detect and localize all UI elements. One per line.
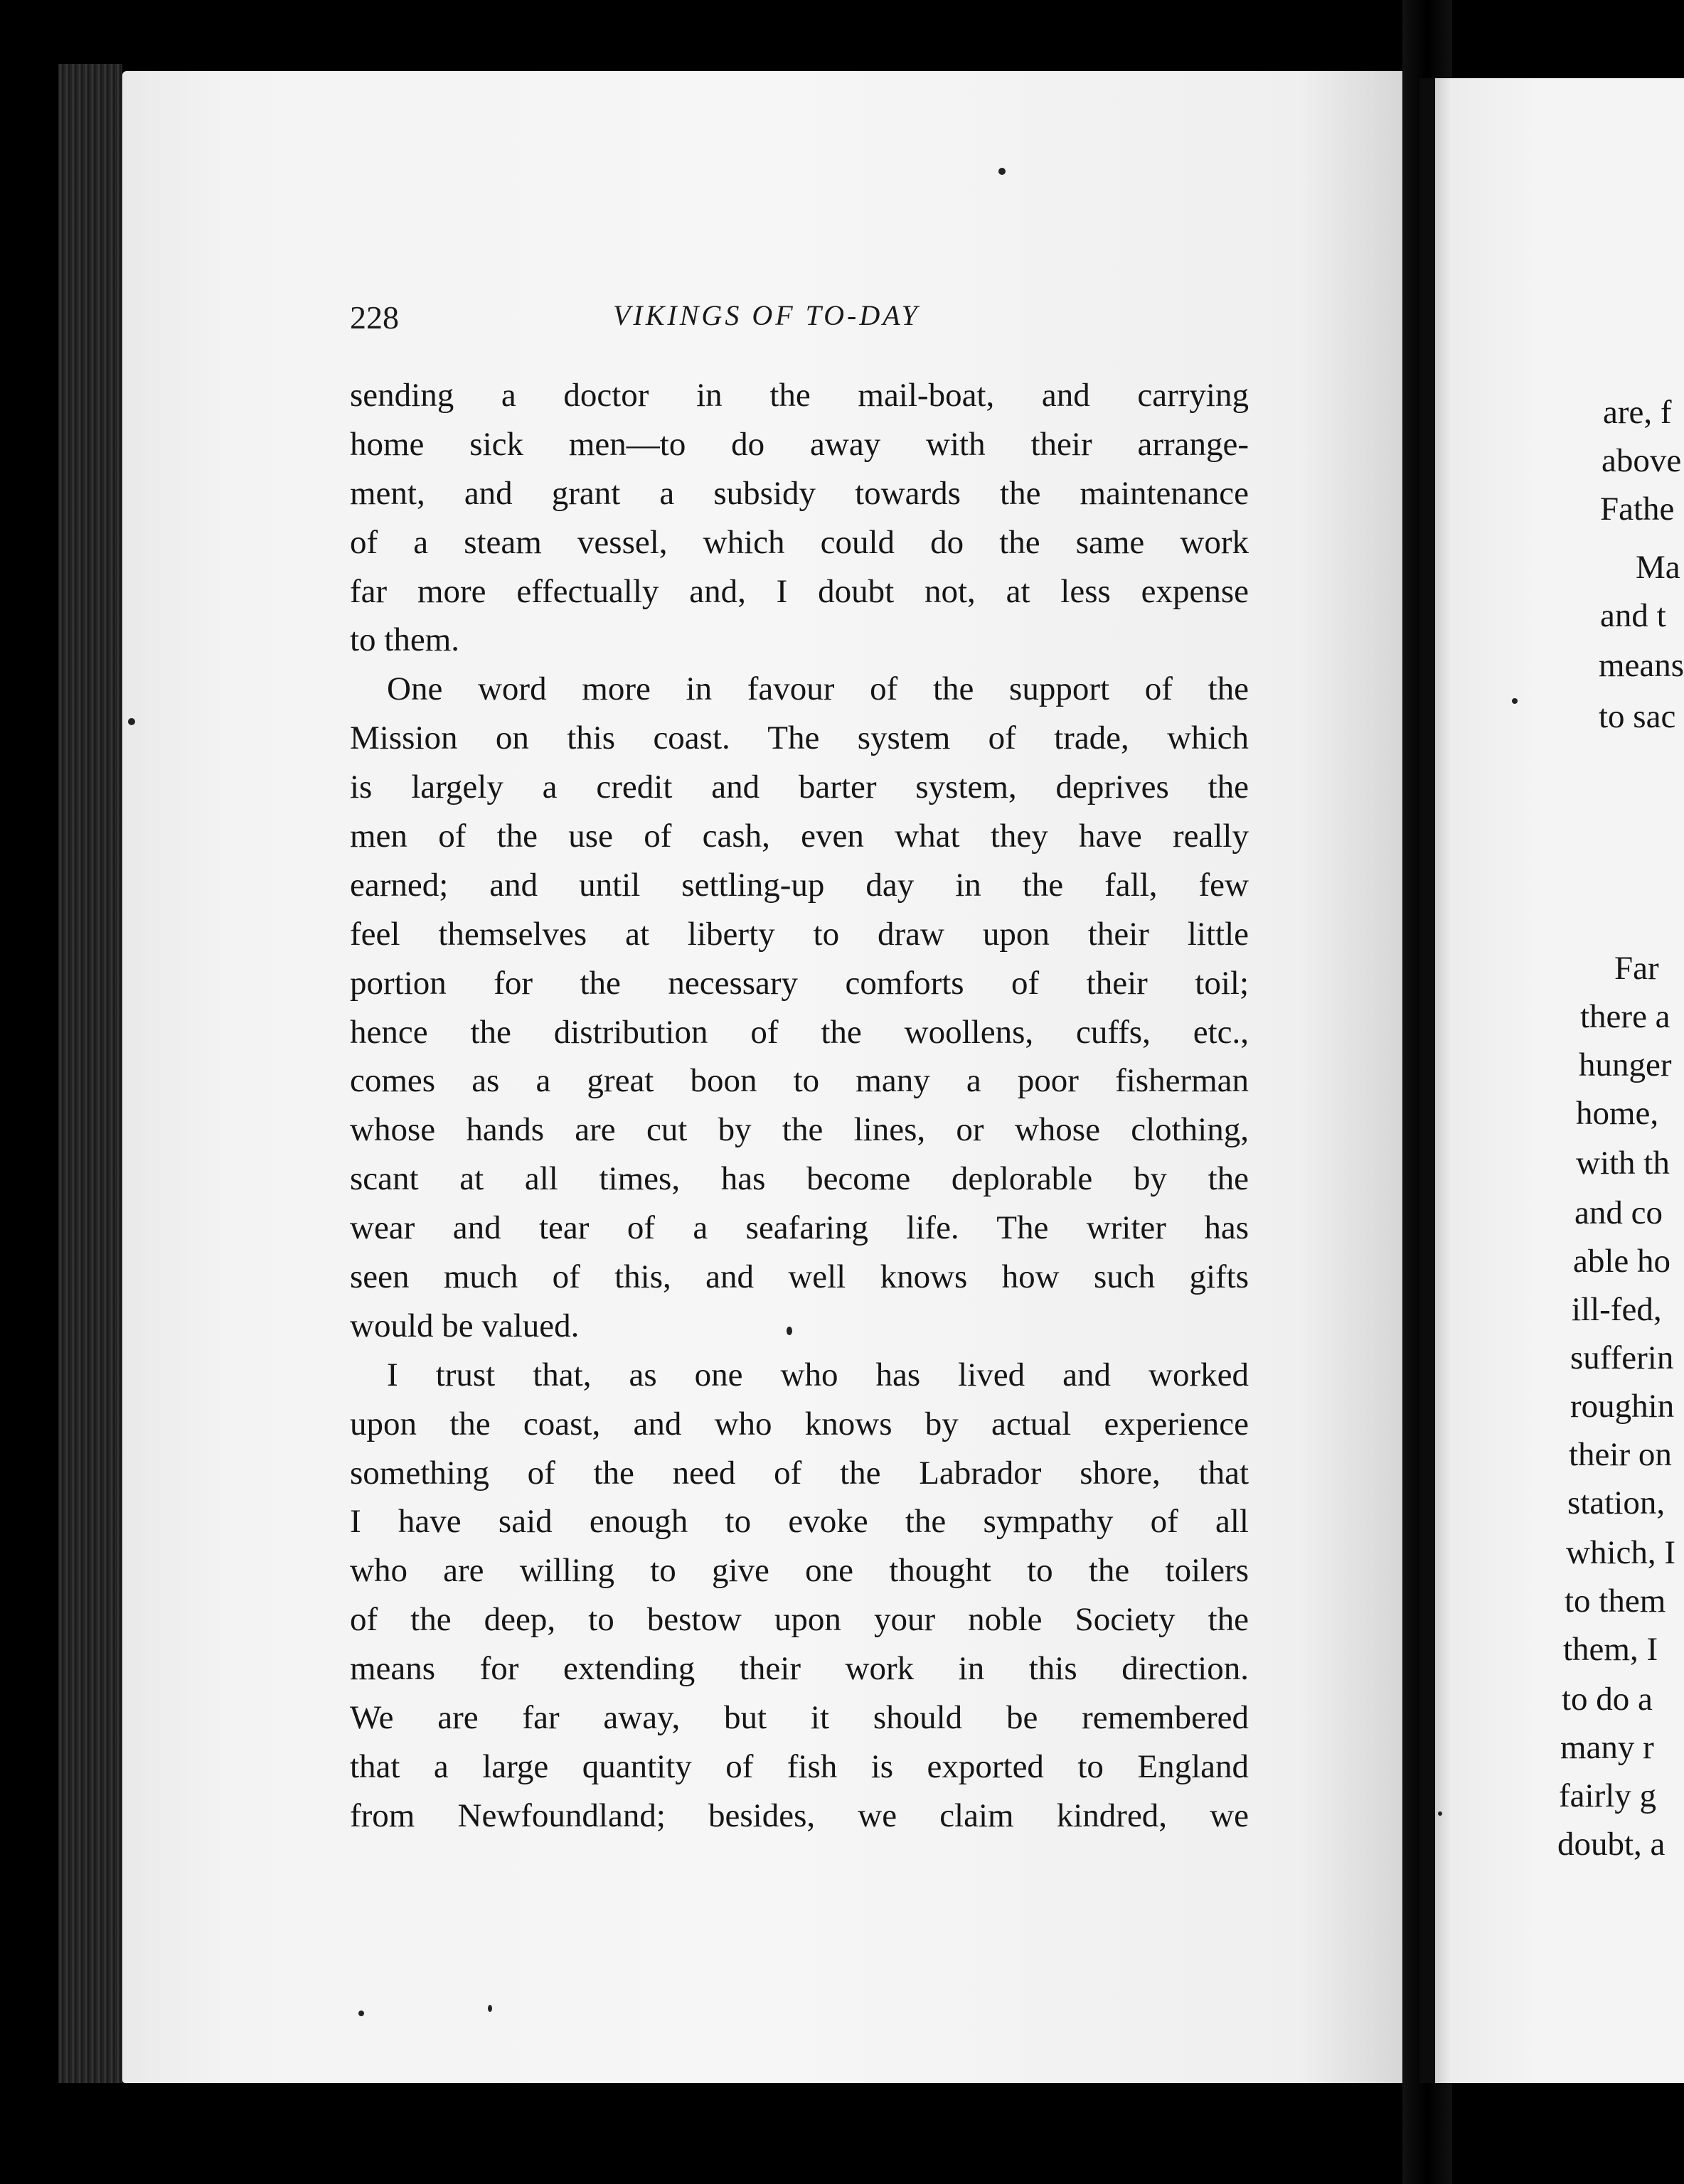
text-line: of the deep, to bestow upon your noble Society the [350, 1601, 1249, 1639]
text-line: earned; and until settling-up day in the fall, few [350, 866, 1249, 904]
paragraph-2 [350, 665, 1249, 1350]
right-page-fragment: home, [1576, 1095, 1659, 1132]
text-line: upon the coast, and who knows by actual experience [350, 1405, 1249, 1442]
text-line: portion for the necessary comforts of their toil; [350, 964, 1249, 1002]
text-line: to them. [350, 621, 460, 659]
page-number: 228 [350, 299, 399, 336]
right-page-fragment: which, I [1566, 1534, 1676, 1571]
text-line: We are far away, but it should be remembered [350, 1699, 1249, 1737]
right-page-fragment: station, [1567, 1484, 1666, 1521]
right-page-fragment: Ma [1636, 549, 1680, 586]
right-page-fragment: many r [1560, 1729, 1654, 1766]
right-page-fragment: there a [1580, 998, 1670, 1035]
scan-speck [488, 2005, 492, 2012]
text-line: whose hands are cut by the lines, or whose clothing, [350, 1111, 1249, 1149]
text-line: sending a doctor in the mail-boat, and carrying [350, 377, 1249, 414]
text-line: far more effectually and, I doubt not, at less expense [350, 572, 1249, 610]
text-line: Mission on this coast. The system of trade, which [350, 719, 1249, 757]
right-page-fragment: and co [1574, 1194, 1663, 1231]
right-page-fragment: to them [1565, 1583, 1666, 1620]
text-line: from Newfoundland; besides, we claim kindred, we [350, 1797, 1249, 1834]
right-page-fragment: to sac [1599, 698, 1676, 735]
text-line: is largely a credit and barter system, deprives the [350, 769, 1249, 806]
scan-speck [998, 168, 1006, 175]
page-edges [58, 64, 122, 2083]
scan-speck [358, 2011, 364, 2016]
right-page-fragment: fairly g [1559, 1777, 1657, 1814]
text-line: feel themselves at liberty to draw upon their little [350, 915, 1249, 953]
paragraph-3 [350, 1351, 1249, 1841]
right-page-fragment: above [1602, 442, 1682, 479]
right-page-fragment: them, I [1563, 1631, 1658, 1668]
text-line: I trust that, as one who has lived and worked [387, 1356, 1249, 1393]
running-title: VIKINGS OF TO-DAY [613, 299, 920, 331]
right-page-fragment: with th [1576, 1145, 1670, 1182]
right-page-fragment: to do a [1562, 1681, 1653, 1718]
scan-speck [128, 718, 135, 725]
right-page-fragment: ill-fed, [1572, 1291, 1662, 1328]
scan-speck [1438, 1811, 1442, 1816]
body-text [350, 371, 1249, 1841]
text-line: men of the use of cash, even what they have really [350, 818, 1249, 855]
text-line: One word more in favour of the support of the [387, 670, 1249, 708]
text-line: something of the need of the Labrador shore, that [350, 1454, 1249, 1492]
text-line: means for extending their work in this direction. [350, 1650, 1249, 1688]
right-page-fragment: sufferin [1570, 1339, 1674, 1376]
right-page-fragment: roughin [1570, 1388, 1675, 1425]
right-page-fragment: and t [1600, 597, 1666, 634]
text-line: would be valued. [350, 1307, 580, 1344]
right-page-fragment: able ho [1573, 1243, 1671, 1280]
text-line: ment, and grant a subsidy towards the maintenance [350, 474, 1249, 512]
right-page-fragment: means [1599, 647, 1684, 684]
text-line: I have said enough to evoke the sympathy of all [350, 1503, 1249, 1541]
text-line: hence the distribution of the woollens, cuffs, etc., [350, 1013, 1249, 1051]
text-line: home sick men—to do away with their arrange- [350, 425, 1249, 463]
right-page-fragment: are, f [1603, 394, 1672, 431]
text-line: of a steam vessel, which could do the same work [350, 523, 1249, 561]
right-page-fragment: hunger [1579, 1046, 1672, 1083]
text-line: comes as a great boon to many a poor fisherman [350, 1062, 1249, 1100]
scan-speck [787, 1327, 792, 1335]
right-page-fragment: doubt, a [1557, 1826, 1666, 1863]
right-page-fragment: their on [1569, 1436, 1672, 1473]
text-line: wear and tear of a seafaring life. The writer has [350, 1209, 1249, 1247]
text-line: seen much of this, and well knows how such gifts [350, 1258, 1249, 1296]
paragraph-1 [350, 371, 1249, 665]
right-page-fragment: Far [1614, 950, 1659, 987]
scan-speck [1512, 698, 1518, 704]
text-line: scant at all times, has become deplorable by the [350, 1160, 1249, 1198]
text-line: that a large quantity of fish is exported to England [350, 1747, 1249, 1785]
right-page-fragment: Fathe [1600, 491, 1675, 528]
text-line: who are willing to give one thought to the toilers [350, 1552, 1249, 1590]
